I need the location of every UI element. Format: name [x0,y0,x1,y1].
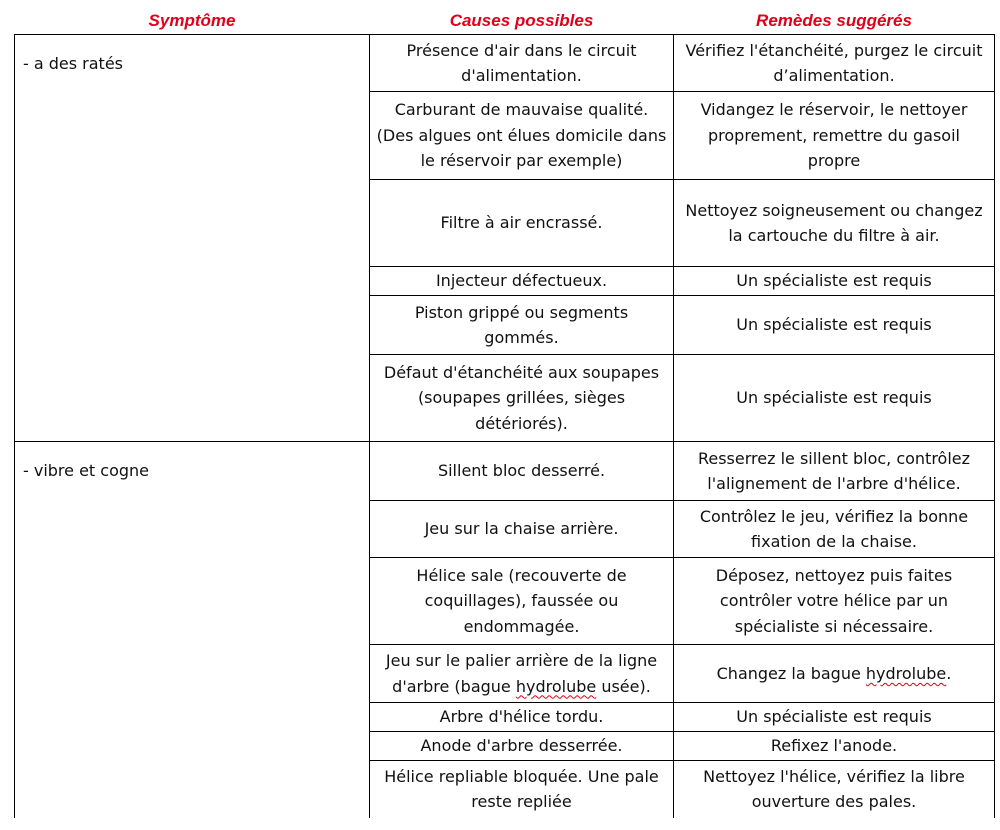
remedy-cell [674,645,995,703]
cause-cell: Hélice repliable bloquée. Une pale reste repliée [370,761,674,818]
remedy-cell: Déposez, nettoyez puis faites contrôler votre hélice par un spécialiste si nécessaire. [674,558,995,645]
cause-text: Jeu sur le palier arrière de la ligne d'arbre (bague [385,651,658,696]
cause-cell: Hélice sale (recouverte de coquillages), faussée ou endommagée. [370,558,674,645]
remedy-cell: Nettoyez soigneusement ou changez la cartouche du filtre à air. [674,180,995,267]
header-row [15,7,995,35]
cause-text: usée). [596,676,651,696]
remedy-cell: Vidangez le réservoir, le nettoyer proprement, remettre du gasoil propre [674,92,995,180]
remedy-cell: Un spécialiste est requis [674,296,995,355]
cause-cell: Défaut d'étanchéité aux soupapes (soupapes grillées, sièges détériorés). [370,355,674,442]
remedy-cell: Un spécialiste est requis [674,703,995,732]
cause-cell: Filtre à air encrassé. [370,180,674,267]
symptom-cell: - vibre et cogne [15,442,370,818]
remedy-cell: Contrôlez le jeu, vérifiez la bonne fixation de la chaise. [674,501,995,558]
remedy-cell: Nettoyez l'hélice, vérifiez la libre ouverture des pales. [674,761,995,818]
troubleshooting-table [14,7,995,818]
remedy-cell: Un spécialiste est requis [674,267,995,296]
remedy-cell: Un spécialiste est requis [674,355,995,442]
cause-cell: Anode d'arbre desserrée. [370,732,674,761]
remedy-cell: Resserrez le sillent bloc, contrôlez l'alignement de l'arbre d'hélice. [674,442,995,501]
spellcheck-flagged-word: hydrolube [865,663,947,683]
header-causes: Causes possibles [370,7,674,35]
header-remedies: Remèdes suggérés [674,7,995,35]
remedy-text: . [946,663,952,683]
cause-cell: Jeu sur la chaise arrière. [370,501,674,558]
cause-cell: Sillent bloc desserré. [370,442,674,501]
remedy-cell: Vérifiez l'étanchéité, purgez le circuit d’alimentation. [674,35,995,92]
header-symptom: Symptôme [15,7,370,35]
remedy-cell: Refixez l'anode. [674,732,995,761]
table-row [15,442,995,501]
cause-cell: Injecteur défectueux. [370,267,674,296]
cause-cell: Carburant de mauvaise qualité. (Des algues ont élues domicile dans le réservoir par exemple) [370,92,674,180]
cause-cell: Présence d'air dans le circuit d'alimentation. [370,35,674,92]
cause-cell [370,645,674,703]
cause-cell: Piston grippé ou segments gommés. [370,296,674,355]
remedy-text: Changez la bague [716,663,866,683]
spellcheck-flagged-word: hydrolube [515,676,597,696]
table-row [15,35,995,92]
cause-cell: Arbre d'hélice tordu. [370,703,674,732]
symptom-cell: - a des ratés [15,35,370,442]
